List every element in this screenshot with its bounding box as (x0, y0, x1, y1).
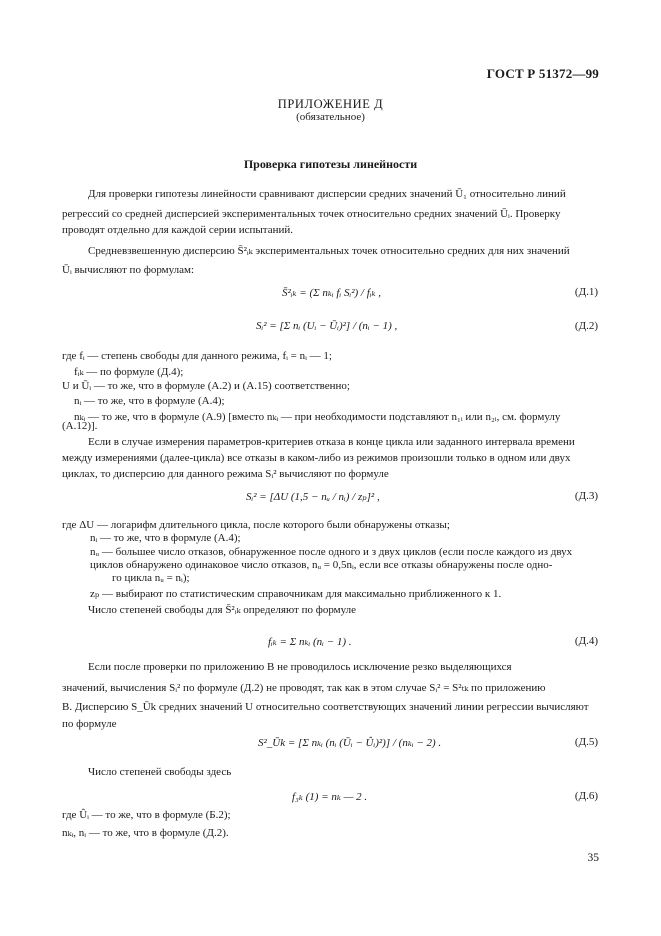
text-line: циклах, то дисперсию для данного режима Sᵢ² вычисляют по формуле (62, 468, 389, 480)
definition-line: где fᵢ — степень свободы для данного режима, fᵢ = nᵢ — 1; (62, 350, 332, 362)
definition-line: где ΔU — логарифм длительного цикла, после которого были обнаружены отказы; (62, 519, 450, 531)
text-line: Число степеней свободы для S̄²ᵢₖ определяют по формуле (88, 604, 357, 616)
equation-number: (Д.1) (574, 286, 598, 298)
definition-line: nᵢ — то же, что в формуле (А.4); (74, 395, 225, 407)
text-line: регрессий со средней дисперсией экспериментальных точек относительно средних значений Ūᵢ. Проверку (62, 208, 561, 220)
text-line: В. Дисперсию S_Ūk средних значений U относительно соответствующих значений линии регрессии вычисляют (62, 701, 589, 713)
definition-line: nₖᵢ, nᵢ — то же, что в формуле (Д.2). (62, 827, 229, 839)
definition-line: циклов обнаружено одинаковое число отказов, nᵤ = 0,5nᵢ, если все отказы обнаружены после одно- (90, 559, 553, 571)
appendix-subtitle: (обязательное) (296, 111, 365, 123)
text-line: Для проверки гипотезы линейности сравнивают дисперсии средних значений Ū₁ относительно линий (88, 188, 566, 200)
equation-number: (Д.2) (574, 320, 598, 332)
equation-number: (Д.6) (574, 790, 598, 802)
text-line: значений, вычисления Sᵢ² по формуле (Д.2) не проводят, так как в этом случае Sᵢ² = S²ₜₖ по приложению (62, 682, 546, 694)
formula-d1: S̄²ᵢₖ = (Σ nₖᵢ fᵢ Sᵢ²) / fᵢₖ , (282, 287, 382, 299)
equation-number: (Д.4) (574, 635, 598, 647)
definition-line: (А.12)]. (62, 420, 98, 432)
equation-number: (Д.3) (574, 490, 598, 502)
appendix-title: ПРИЛОЖЕНИЕ Д (277, 97, 384, 111)
equation-number: (Д.5) (574, 736, 598, 748)
definition-line: fᵢₖ — по формуле (Д.4); (74, 366, 184, 378)
document-code: ГОСТ Р 51372—99 (486, 66, 599, 81)
page-number: 35 (587, 852, 599, 864)
formula-d4: fᵢₖ = Σ nₖᵢ (nᵢ − 1) . (268, 636, 352, 648)
definition-line: nᵢ — то же, что в формуле (А.4); (90, 532, 241, 544)
text-line: проводят отдельно для каждой серии испытаний. (62, 224, 294, 236)
definition-line: го цикла nᵤ = nᵢ); (112, 572, 190, 584)
formula-d5: S²_Ūk = [Σ nₖᵢ (nᵢ (Ūᵢ − Ûᵢ)²)] / (nₖᵢ − 2) . (258, 737, 442, 749)
formula-d2: Sᵢ² = [Σ nᵢ (Uᵢ − Ūᵢ)²] / (nᵢ − 1) , (256, 320, 398, 332)
text-line: Если после проверки по приложению В не проводилось исключение резко выделяющихся (88, 661, 512, 673)
formula-d6: f₃ₖ (1) = nₖ — 2 . (292, 791, 368, 803)
text-line: между измерениями (далее-цикла) все отказы в каком-либо из режимов произошли только в одном или двух (62, 452, 571, 464)
definition-line: zₚ — выбирают по статистическим справочникам для максимально приближенного к 1. (90, 588, 502, 600)
definition-line: где Ûᵢ — то же, что в формуле (Б.2); (62, 809, 231, 821)
formula-d3: Sᵢ² = [ΔU (1,5 − nᵤ / nᵢ) / zₚ]² , (246, 491, 380, 503)
text-line: Число степеней свободы здесь (88, 766, 232, 778)
text-line: Если в случае измерения параметров-критериев отказа в конце цикла или заданного интервала времени (88, 436, 575, 448)
definition-line: U и Ūᵢ — то же, что в формуле (А.2) и (А.15) соответственно; (62, 380, 350, 392)
definition-line: nₖᵢ — то же, что в формуле (А.9) [вместо nₖᵢ — при необходимости подставляют n₁ᵢ или n₂ᵢ, см. формулу (74, 411, 561, 423)
text-line: Ūᵢ вычисляют по формулам: (62, 264, 195, 276)
text-line: Средневзвешенную дисперсию S̄²ᵢₖ экспериментальных точек относительно средних для них значений (88, 245, 570, 257)
definition-line: nᵤ — большее число отказов, обнаруженное после одного и з двух циклов (если после каждого из двух (90, 546, 573, 558)
section-title: Проверка гипотезы линейности (243, 157, 418, 171)
text-line: по формуле (62, 718, 117, 730)
